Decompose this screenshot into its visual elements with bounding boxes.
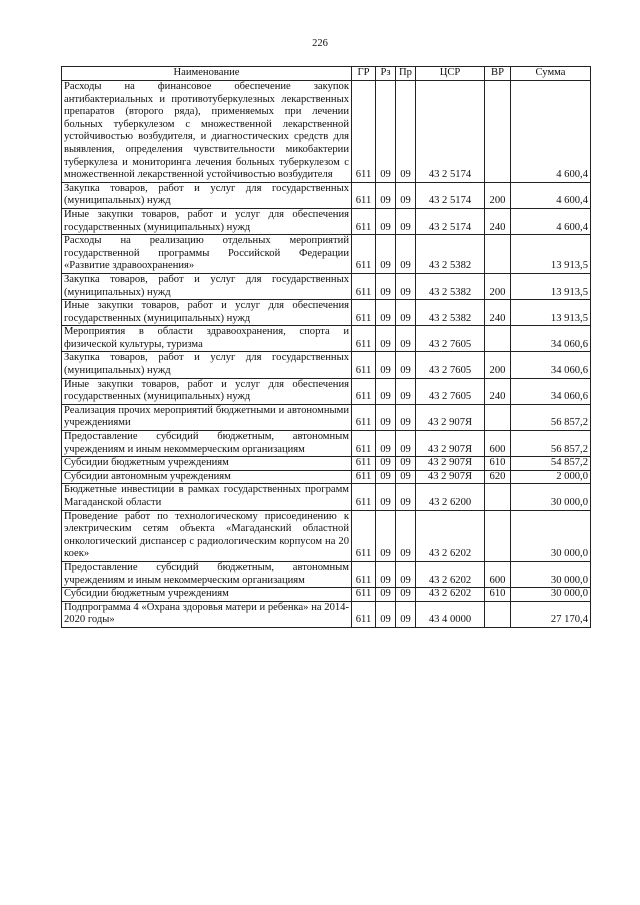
cell-name: Предоставление субсидий бюджетным, автономным учреждениям и иным некоммерческим организациям [62, 561, 352, 587]
cell-rz: 09 [376, 378, 396, 404]
cell-pr: 09 [396, 510, 416, 561]
table-row [62, 484, 591, 510]
cell-sum: 56 857,2 [511, 404, 591, 430]
cell-gr: 611 [352, 588, 376, 602]
cell-pr: 09 [396, 404, 416, 430]
cell-csr: 43 2 907Я [416, 457, 485, 471]
table-row [62, 601, 591, 627]
cell-name: Субсидии автономным учреждениям [62, 470, 352, 484]
column-header-pr: Пр [396, 67, 416, 81]
cell-pr: 09 [396, 352, 416, 378]
cell-csr: 43 2 907Я [416, 470, 485, 484]
cell-name: Мероприятия в области здравоохранения, спорта и физической культуры, туризма [62, 326, 352, 352]
cell-gr: 611 [352, 404, 376, 430]
cell-sum: 30 000,0 [511, 510, 591, 561]
cell-gr: 611 [352, 561, 376, 587]
cell-vr: 240 [485, 300, 511, 326]
cell-name: Подпрограмма 4 «Охрана здоровья матери и ребенка» на 2014-2020 годы» [62, 601, 352, 627]
cell-pr: 09 [396, 378, 416, 404]
cell-name: Проведение работ по технологическому присоединению к электрическим сетям объекта «Магаданский областной онкологический диспансер с радиологическим корпусом на 20 коек» [62, 510, 352, 561]
cell-csr: 43 2 7605 [416, 378, 485, 404]
cell-sum: 4 600,4 [511, 208, 591, 234]
table-row [62, 182, 591, 208]
cell-pr: 09 [396, 182, 416, 208]
cell-csr: 43 2 5174 [416, 182, 485, 208]
cell-sum: 30 000,0 [511, 561, 591, 587]
budget-table [61, 66, 591, 628]
cell-gr: 611 [352, 510, 376, 561]
cell-rz: 09 [376, 588, 396, 602]
cell-csr: 43 2 5382 [416, 235, 485, 274]
cell-name: Расходы на финансовое обеспечение закупок антибактериальных и противотуберкулезных лекарственных препаратов (второго ряда), применяемых при лечении больных туберкулезом с множественной лекарственной устойчивостью возбудителя, и диагностических средств для выявления, определения чувствительности микобактерии туберкулеза и мониторинга лечения больных туберкулезом с множественной лекарственной устойчивостью возбудителя [62, 81, 352, 183]
table-row [62, 431, 591, 457]
table-row [62, 326, 591, 352]
cell-gr: 611 [352, 352, 376, 378]
cell-gr: 611 [352, 81, 376, 183]
cell-rz: 09 [376, 326, 396, 352]
cell-gr: 611 [352, 378, 376, 404]
cell-pr: 09 [396, 208, 416, 234]
cell-sum: 56 857,2 [511, 431, 591, 457]
cell-gr: 611 [352, 326, 376, 352]
cell-sum: 34 060,6 [511, 326, 591, 352]
cell-name: Бюджетные инвестиции в рамках государственных программ Магаданской области [62, 484, 352, 510]
cell-vr: 200 [485, 273, 511, 299]
cell-sum: 4 600,4 [511, 81, 591, 183]
table-row [62, 352, 591, 378]
cell-csr: 43 2 907Я [416, 404, 485, 430]
cell-vr: 620 [485, 470, 511, 484]
cell-vr: 200 [485, 352, 511, 378]
cell-name: Закупка товаров, работ и услуг для государственных (муниципальных) нужд [62, 273, 352, 299]
cell-pr: 09 [396, 561, 416, 587]
cell-pr: 09 [396, 588, 416, 602]
cell-vr: 200 [485, 182, 511, 208]
cell-rz: 09 [376, 182, 396, 208]
cell-rz: 09 [376, 235, 396, 274]
column-header-csr: ЦСР [416, 67, 485, 81]
cell-vr: 240 [485, 208, 511, 234]
cell-name: Субсидии бюджетным учреждениям [62, 588, 352, 602]
column-header-rz: Рз [376, 67, 396, 81]
cell-gr: 611 [352, 300, 376, 326]
cell-vr: 600 [485, 561, 511, 587]
cell-csr: 43 4 0000 [416, 601, 485, 627]
cell-vr: 600 [485, 431, 511, 457]
cell-rz: 09 [376, 300, 396, 326]
table-row [62, 457, 591, 471]
cell-gr: 611 [352, 470, 376, 484]
cell-pr: 09 [396, 470, 416, 484]
cell-vr: 610 [485, 457, 511, 471]
cell-csr: 43 2 7605 [416, 326, 485, 352]
cell-rz: 09 [376, 81, 396, 183]
cell-sum: 13 913,5 [511, 273, 591, 299]
cell-csr: 43 2 5174 [416, 81, 485, 183]
cell-pr: 09 [396, 300, 416, 326]
cell-vr [485, 81, 511, 183]
cell-sum: 13 913,5 [511, 235, 591, 274]
table-row [62, 208, 591, 234]
cell-sum: 30 000,0 [511, 588, 591, 602]
cell-csr: 43 2 6202 [416, 561, 485, 587]
cell-rz: 09 [376, 510, 396, 561]
cell-rz: 09 [376, 404, 396, 430]
cell-gr: 611 [352, 601, 376, 627]
cell-vr [485, 484, 511, 510]
cell-sum: 2 000,0 [511, 470, 591, 484]
cell-name: Закупка товаров, работ и услуг для государственных (муниципальных) нужд [62, 182, 352, 208]
cell-name: Предоставление субсидий бюджетным, автономным учреждениям и иным некоммерческим организациям [62, 431, 352, 457]
cell-rz: 09 [376, 561, 396, 587]
cell-pr: 09 [396, 326, 416, 352]
table-row [62, 378, 591, 404]
page-number: 226 [312, 38, 328, 49]
cell-csr: 43 2 5174 [416, 208, 485, 234]
cell-csr: 43 2 6202 [416, 510, 485, 561]
cell-rz: 09 [376, 273, 396, 299]
cell-rz: 09 [376, 484, 396, 510]
cell-sum: 54 857,2 [511, 457, 591, 471]
cell-rz: 09 [376, 431, 396, 457]
table-header-row [62, 67, 591, 81]
cell-vr [485, 235, 511, 274]
cell-pr: 09 [396, 273, 416, 299]
cell-csr: 43 2 907Я [416, 431, 485, 457]
table-row [62, 561, 591, 587]
cell-rz: 09 [376, 457, 396, 471]
cell-sum: 30 000,0 [511, 484, 591, 510]
cell-pr: 09 [396, 601, 416, 627]
cell-name: Иные закупки товаров, работ и услуг для обеспечения государственных (муниципальных) нужд [62, 300, 352, 326]
cell-gr: 611 [352, 457, 376, 471]
cell-csr: 43 2 7605 [416, 352, 485, 378]
cell-gr: 611 [352, 182, 376, 208]
column-header-name: Наименование [62, 67, 352, 81]
cell-sum: 13 913,5 [511, 300, 591, 326]
cell-gr: 611 [352, 235, 376, 274]
cell-vr: 240 [485, 378, 511, 404]
table-row [62, 273, 591, 299]
cell-pr: 09 [396, 81, 416, 183]
cell-csr: 43 2 6200 [416, 484, 485, 510]
cell-gr: 611 [352, 273, 376, 299]
cell-vr [485, 404, 511, 430]
cell-gr: 611 [352, 484, 376, 510]
cell-vr [485, 510, 511, 561]
table-row [62, 510, 591, 561]
cell-vr: 610 [485, 588, 511, 602]
cell-vr [485, 326, 511, 352]
cell-sum: 27 170,4 [511, 601, 591, 627]
column-header-sum: Сумма [511, 67, 591, 81]
cell-rz: 09 [376, 352, 396, 378]
cell-pr: 09 [396, 431, 416, 457]
table-row [62, 470, 591, 484]
cell-csr: 43 2 5382 [416, 273, 485, 299]
cell-pr: 09 [396, 457, 416, 471]
cell-name: Иные закупки товаров, работ и услуг для обеспечения государственных (муниципальных) нужд [62, 208, 352, 234]
cell-pr: 09 [396, 484, 416, 510]
table-row [62, 300, 591, 326]
cell-rz: 09 [376, 470, 396, 484]
table-row [62, 81, 591, 183]
table-row [62, 235, 591, 274]
cell-gr: 611 [352, 431, 376, 457]
cell-name: Закупка товаров, работ и услуг для государственных (муниципальных) нужд [62, 352, 352, 378]
column-header-vr: ВР [485, 67, 511, 81]
cell-rz: 09 [376, 208, 396, 234]
cell-sum: 4 600,4 [511, 182, 591, 208]
cell-csr: 43 2 6202 [416, 588, 485, 602]
table-row [62, 588, 591, 602]
cell-vr [485, 601, 511, 627]
cell-gr: 611 [352, 208, 376, 234]
cell-csr: 43 2 5382 [416, 300, 485, 326]
cell-pr: 09 [396, 235, 416, 274]
cell-name: Субсидии бюджетным учреждениям [62, 457, 352, 471]
cell-name: Реализация прочих мероприятий бюджетными и автономными учреждениями [62, 404, 352, 430]
cell-sum: 34 060,6 [511, 352, 591, 378]
cell-rz: 09 [376, 601, 396, 627]
table-row [62, 404, 591, 430]
column-header-gr: ГР [352, 67, 376, 81]
cell-sum: 34 060,6 [511, 378, 591, 404]
cell-name: Расходы на реализацию отдельных мероприятий государственной программы Российской Федерации «Развитие здравоохранения» [62, 235, 352, 274]
cell-name: Иные закупки товаров, работ и услуг для обеспечения государственных (муниципальных) нужд [62, 378, 352, 404]
